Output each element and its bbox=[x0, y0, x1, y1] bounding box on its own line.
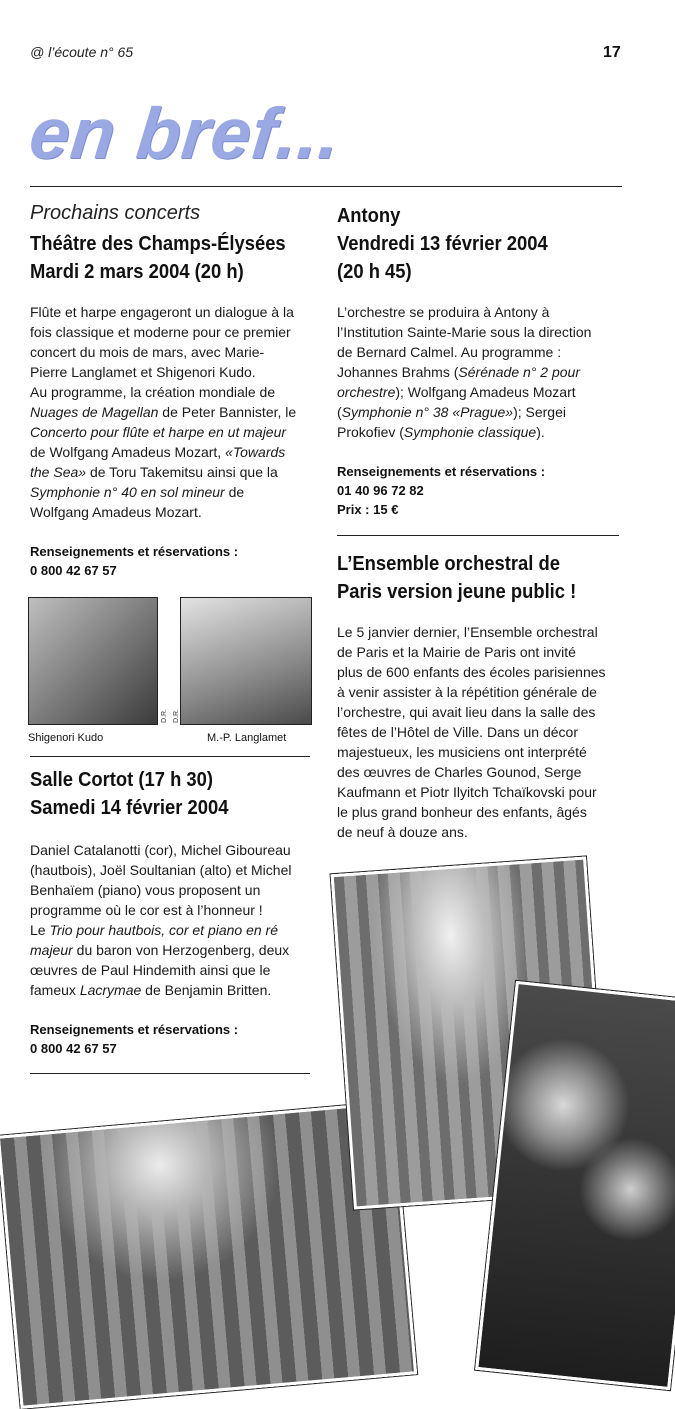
text-run: fameux bbox=[30, 982, 80, 998]
info-label: Renseignements et réservations : bbox=[30, 1022, 239, 1037]
text-run: fêtes de l’Hôtel de Ville. Dans un décor bbox=[337, 724, 578, 740]
text-run: fois classique et moderne pour ce premier bbox=[30, 324, 291, 340]
text-run: L’orchestre se produira à Antony à bbox=[337, 304, 550, 320]
text-run: de Paris et la Mairie de Paris ont invité bbox=[337, 644, 576, 660]
text-run: de Bernard Calmel. Au programme : bbox=[337, 344, 562, 360]
info-price: Prix : 15 € bbox=[337, 502, 399, 517]
section-divider bbox=[30, 756, 310, 757]
info-label: Renseignements et réservations : bbox=[30, 544, 239, 559]
info-phone: 0 800 42 67 57 bbox=[30, 1041, 117, 1056]
photo-credit: D.R. bbox=[173, 709, 180, 723]
text-run: des œuvres de Charles Gounod, Serge bbox=[337, 764, 582, 780]
text-line bbox=[30, 900, 320, 920]
concert2-info bbox=[30, 1020, 238, 1058]
text-run: concert du mois de mars, avec Marie- bbox=[30, 344, 265, 360]
text-run: de Toru Takemitsu ainsi que la bbox=[86, 464, 278, 480]
text-line bbox=[337, 622, 647, 642]
concert3-info bbox=[337, 462, 545, 519]
concert2-title bbox=[30, 766, 330, 822]
text-line bbox=[30, 920, 320, 940]
text-line bbox=[30, 482, 320, 502]
text-line bbox=[30, 940, 320, 960]
italic-title: Symphonie n° 40 en sol mineur bbox=[30, 484, 225, 500]
text-run: Flûte et harpe engageront un dialogue à la bbox=[30, 304, 294, 320]
portrait-photo-langlamet bbox=[180, 597, 312, 725]
title-line: Vendredi 13 février 2004 bbox=[337, 233, 548, 255]
text-line bbox=[337, 682, 647, 702]
text-run: (hautbois), Joël Soultanian (alto) et Michel bbox=[30, 862, 292, 878]
text-line bbox=[30, 302, 320, 322]
italic-title: Sérénade n° 2 pour bbox=[458, 364, 580, 380]
photo-credit: D.R. bbox=[161, 709, 168, 723]
title-line: Antony bbox=[337, 205, 401, 227]
text-run: de bbox=[224, 484, 245, 500]
italic-title: Nuages de Magellan bbox=[30, 404, 159, 420]
page-number: 17 bbox=[603, 44, 621, 61]
title-line: Salle Cortot (17 h 30) bbox=[30, 769, 214, 791]
text-run: à venir assister à la répétition générale de bbox=[337, 684, 597, 700]
section-divider bbox=[337, 535, 619, 536]
portrait-photo-kudo bbox=[28, 597, 158, 725]
title-line: Paris version jeune public ! bbox=[337, 581, 577, 603]
italic-title: orchestre bbox=[337, 384, 396, 400]
article-body bbox=[337, 622, 647, 842]
text-line bbox=[337, 662, 647, 682]
concert1-info bbox=[30, 542, 238, 580]
text-run: programme où le cor est à l’honneur ! bbox=[30, 902, 263, 918]
text-line bbox=[337, 722, 647, 742]
text-line bbox=[337, 322, 637, 342]
text-line bbox=[337, 702, 647, 722]
title-line: L’Ensemble orchestral de bbox=[337, 553, 560, 575]
text-run: de Benjamin Britten. bbox=[141, 982, 272, 998]
concert1-body bbox=[30, 302, 320, 522]
italic-title: Trio pour hautbois, cor et piano en ré bbox=[49, 922, 279, 938]
italic-title: «Towards bbox=[225, 444, 286, 460]
text-line bbox=[337, 742, 647, 762]
title-line: Théâtre des Champs-Élysées bbox=[30, 233, 286, 255]
section-kicker: Prochains concerts bbox=[30, 202, 201, 224]
text-line bbox=[337, 362, 637, 382]
italic-title: Concerto pour flûte et harpe en ut majeur bbox=[30, 424, 287, 440]
text-line bbox=[337, 382, 637, 402]
masthead-title: en bref... bbox=[25, 94, 345, 174]
article-title bbox=[337, 550, 647, 606]
text-run: Kaufmann et Piotr Ilyitch Tchaïkovski pour bbox=[337, 784, 597, 800]
text-run: majestueux, les musiciens ont interprété bbox=[337, 744, 587, 760]
text-run: Pierre Langlamet et Shigenori Kudo. bbox=[30, 364, 256, 380]
photo-caption: Shigenori Kudo bbox=[28, 732, 104, 744]
text-line bbox=[30, 840, 320, 860]
italic-title: the Sea» bbox=[30, 464, 87, 480]
info-label: Renseignements et réservations : bbox=[337, 464, 546, 479]
section-divider bbox=[30, 1073, 310, 1074]
photo-caption: M.-P. Langlamet bbox=[207, 732, 287, 744]
text-run: Johannes Brahms ( bbox=[337, 364, 459, 380]
text-run: ); Wolfgang Amadeus Mozart bbox=[395, 384, 576, 400]
concert1-title bbox=[30, 230, 330, 286]
text-line bbox=[30, 462, 320, 482]
text-run: Prokofiev ( bbox=[337, 424, 404, 440]
text-line bbox=[30, 960, 320, 980]
text-line bbox=[30, 322, 320, 342]
text-run: l’Institution Sainte-Marie sous la direction bbox=[337, 324, 592, 340]
text-run: ). bbox=[536, 424, 545, 440]
text-run: Au programme, la création mondiale de bbox=[30, 384, 276, 400]
text-line bbox=[337, 422, 637, 442]
text-line bbox=[337, 782, 647, 802]
text-run: Le 5 janvier dernier, l’Ensemble orchestral bbox=[337, 624, 598, 640]
text-line bbox=[30, 402, 320, 422]
text-run: de neuf à douze ans. bbox=[337, 824, 468, 840]
text-run: plus de 600 enfants des écoles parisiennes bbox=[337, 664, 606, 680]
concert2-body bbox=[30, 840, 320, 1000]
italic-title: majeur bbox=[30, 942, 73, 958]
text-line bbox=[337, 762, 647, 782]
text-run: l’orchestre, qui avait lieu dans la salle des bbox=[337, 704, 596, 720]
text-line bbox=[30, 422, 320, 442]
text-line bbox=[337, 802, 647, 822]
text-line bbox=[30, 860, 320, 880]
text-line bbox=[30, 382, 320, 402]
text-run: de Peter Bannister, le bbox=[158, 404, 297, 420]
text-line bbox=[30, 880, 320, 900]
text-line bbox=[337, 402, 637, 422]
info-phone: 0 800 42 67 57 bbox=[30, 563, 117, 578]
publication-label: @ l’écoute n° 65 bbox=[30, 44, 134, 60]
concert3-body bbox=[337, 302, 637, 442]
text-line bbox=[30, 980, 320, 1000]
title-line: Samedi 14 février 2004 bbox=[30, 797, 229, 819]
concert3-title bbox=[337, 202, 637, 286]
text-run: Wolfgang Amadeus Mozart. bbox=[30, 504, 202, 520]
text-run: œuvres de Paul Hindemith ainsi que le bbox=[30, 962, 271, 978]
text-run: Benhaïem (piano) vous proposent un bbox=[30, 882, 261, 898]
title-line: (20 h 45) bbox=[337, 261, 412, 283]
text-line bbox=[337, 642, 647, 662]
text-run: du baron von Herzogenberg, deux bbox=[72, 942, 290, 958]
text-run: le plus grand bonheur des enfants, âgés bbox=[337, 804, 587, 820]
text-line bbox=[337, 302, 637, 322]
text-run: Le bbox=[30, 922, 50, 938]
masthead-rule bbox=[30, 186, 622, 187]
italic-title: Lacrymae bbox=[79, 982, 142, 998]
text-run: ); Sergei bbox=[513, 404, 566, 420]
text-line bbox=[30, 342, 320, 362]
italic-title: Symphonie classique bbox=[403, 424, 537, 440]
title-line: Mardi 2 mars 2004 (20 h) bbox=[30, 261, 244, 283]
text-line bbox=[337, 822, 647, 842]
text-line bbox=[337, 342, 637, 362]
text-run: de Wolfgang Amadeus Mozart, bbox=[30, 444, 226, 460]
text-run: Daniel Catalanotti (cor), Michel Giboureau bbox=[30, 842, 291, 858]
text-line bbox=[30, 362, 320, 382]
text-line bbox=[30, 502, 320, 522]
italic-title: Symphonie n° 38 «Prague» bbox=[341, 404, 514, 420]
text-run: ( bbox=[337, 404, 342, 420]
text-line bbox=[30, 442, 320, 462]
info-phone: 01 40 96 72 82 bbox=[337, 483, 424, 498]
